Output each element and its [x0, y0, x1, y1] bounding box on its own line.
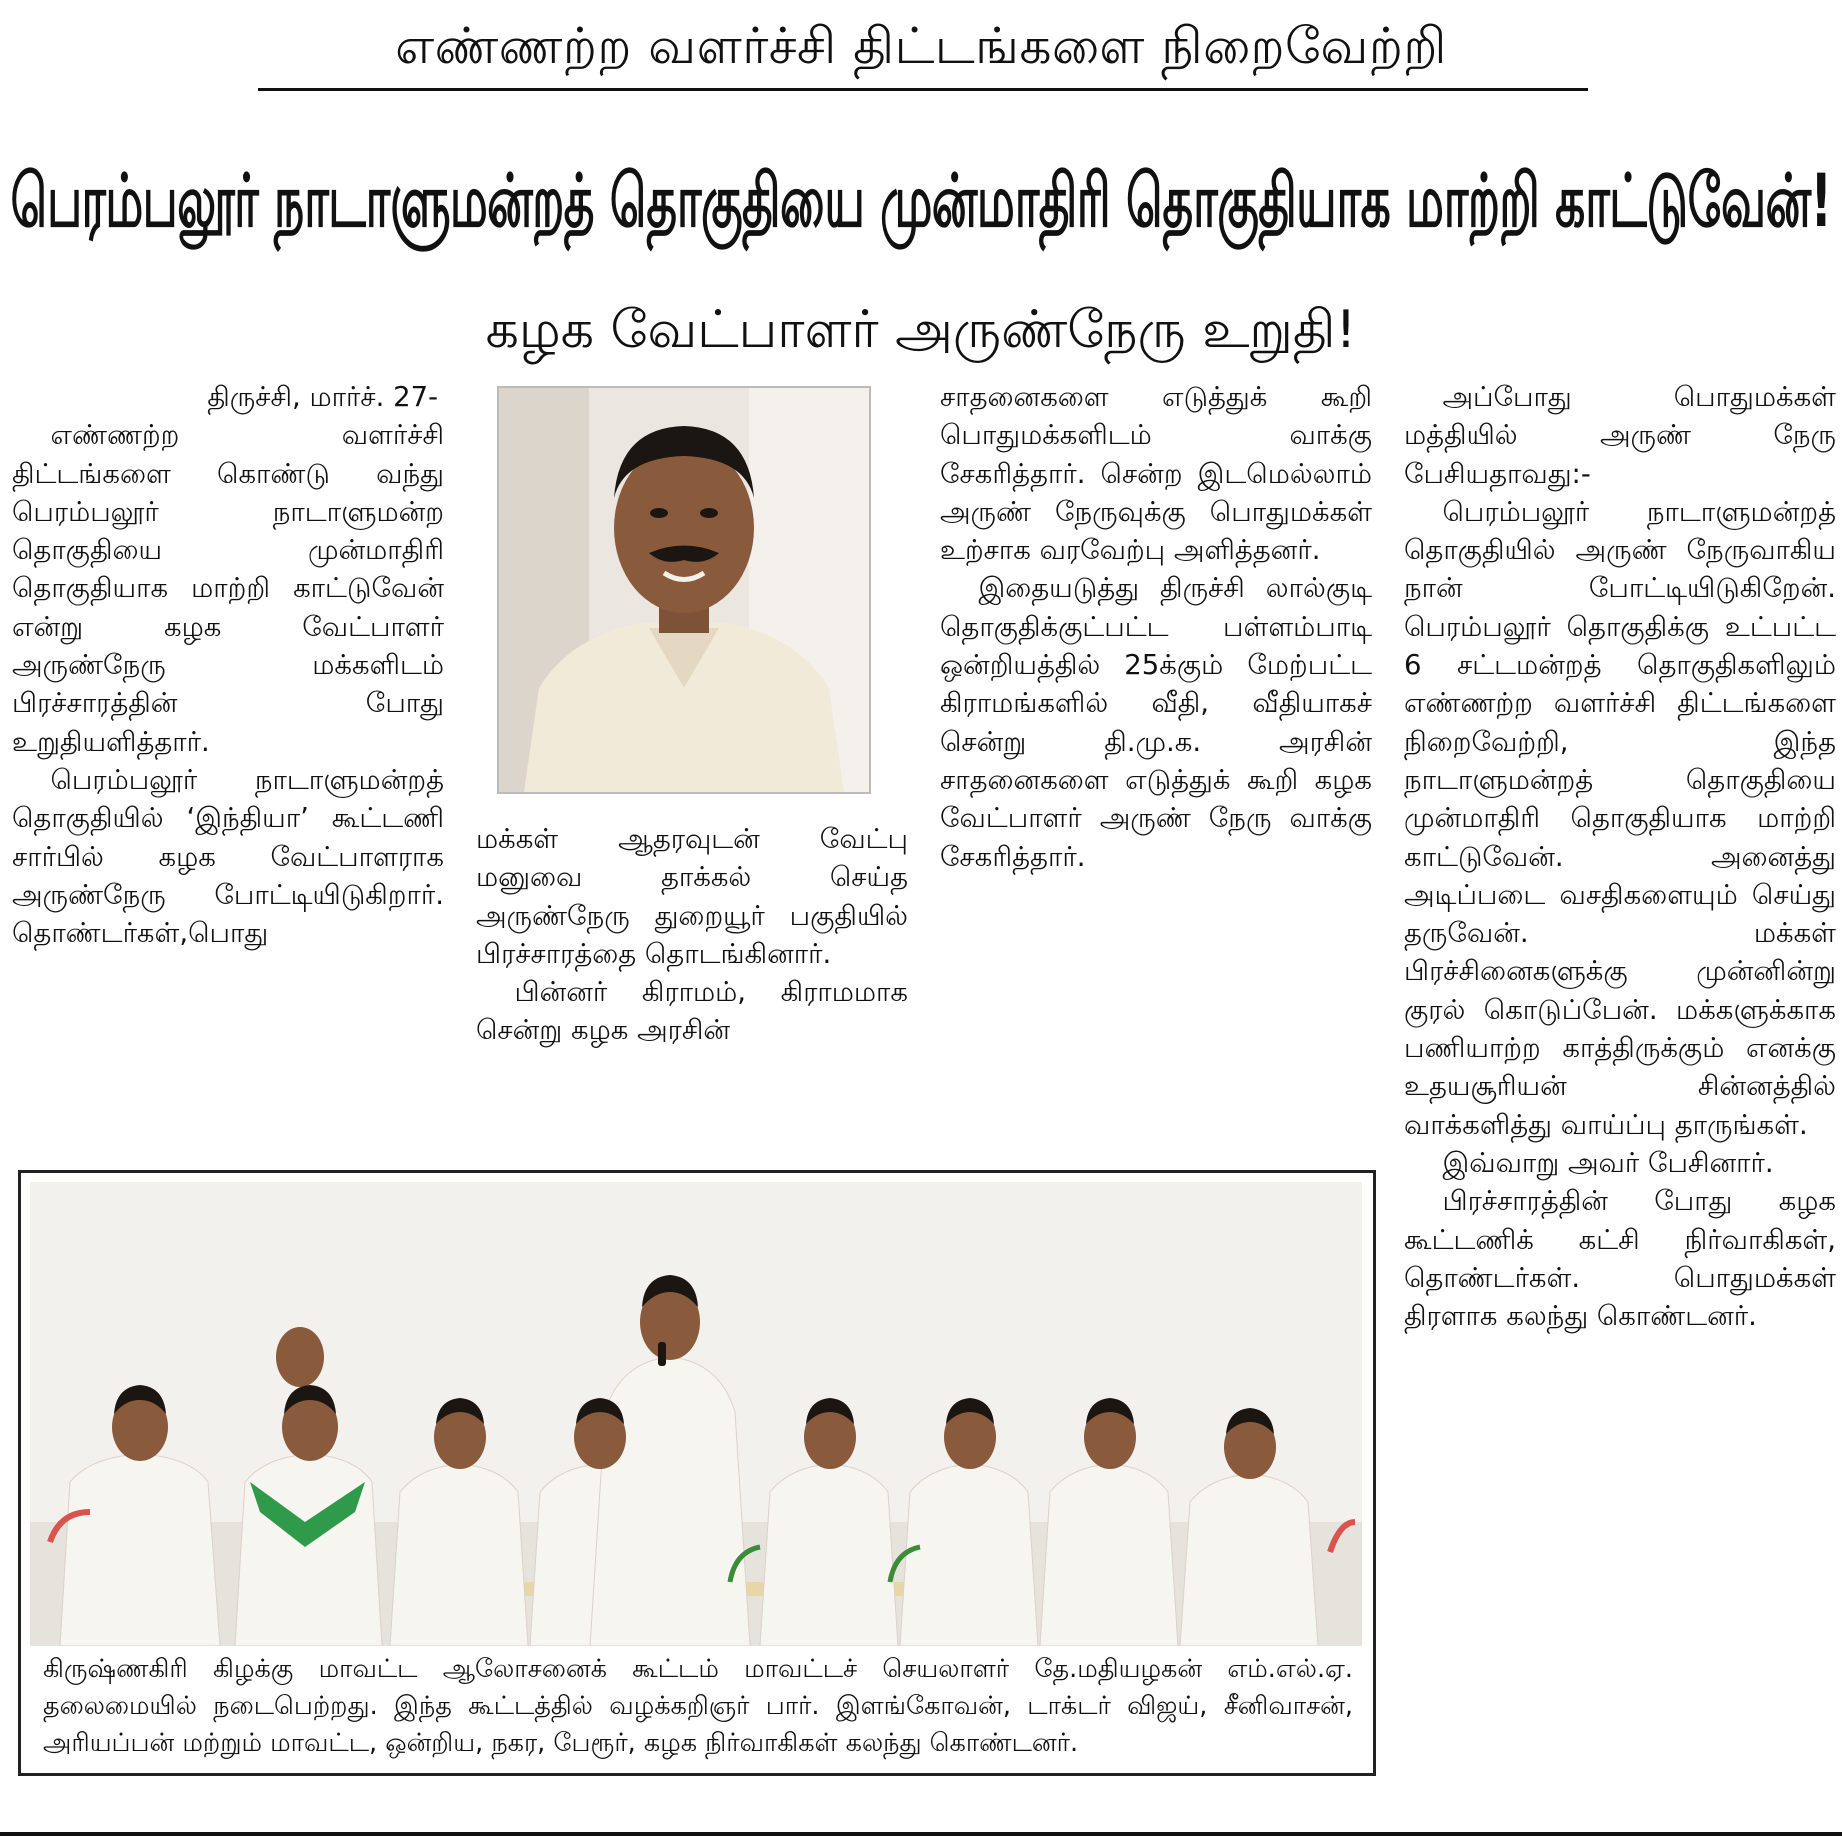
- candidate-portrait-photo: [497, 386, 871, 794]
- paragraph: சாதனைகளை எடுத்துக் கூறி பொதுமக்களிடம் வாக்கு சேகரித்தார். சென்ற இடமெல்லாம் அருண் நேருவுக்கு பொதுமக்கள் உற்சாக வரவேற்பு அளித்தனர்.: [940, 381, 1372, 567]
- paragraph: பெரம்பலூர் நாடாளுமன்றத் தொகுதியில் அருண் நேருவாகிய நான் போட்டியிடுகிறேன். பெரம்பலூர் தொகுதிக்கு உட்பட்ட 6 சட்டமன்றத் தொகுதிகளிலும் எண்ணற்ற வளர்ச்சி திட்டங்களை நிறைவேற்றி, இந்த நாடாளுமன்றத் தொகுதியை முன்மாதிரி தொகுதியாக மாற்றி காட்டுவேன். அனைத்து அடிப்படை வசதிகளையும் செய்து தருவேன். மக்கள் பிரச்சினைகளுக்கு முன்னின்று குரல் கொடுப்பேன். மக்களுக்காக பணியாற்ற காத்திருக்கும் எனக்கு உதயசூரியன் சின்னத்தில் வாக்களித்து வாய்ப்பு தாருங்கள்.: [1404, 495, 1836, 1141]
- main-headline: பெரம்பலூர் நாடாளுமன்றத் தொகுதியை முன்மாதிரி தொகுதியாக மாற்றி காட்டுவேன்!: [10, 159, 1832, 245]
- subheadline: கழக வேட்பாளர் அருண்நேரு உறுதி!: [485, 300, 1357, 360]
- paragraph: பின்னர் கிராமம், கிராமமாக சென்று கழக அரசின்: [476, 976, 908, 1047]
- paragraph: எண்ணற்ற வளர்ச்சி திட்டங்களை கொண்டு வந்து பெரம்பலூர் நாடாளுமன்ற தொகுதியை முன்மாதிரி தொகுதியாக மாற்றி காட்டுவேன் என்று கழக வேட்பாளர் அருண்நேரு மக்களிடம் பிரச்சாரத்தின் போது உறுதியளித்தார்.: [12, 419, 444, 758]
- article-column-2: [476, 820, 908, 1050]
- bottom-rule: [0, 1832, 1842, 1836]
- dateline: திருச்சி, மார்ச். 27-: [207, 381, 438, 413]
- paragraph: பிரச்சாரத்தின் போது கழக கூட்டணிக் கட்சி நிர்வாகிகள், தொண்டர்கள். பொதுமக்கள் திரளாக கலந்து கொண்டனர்.: [1404, 1185, 1836, 1333]
- group-photo-box: [18, 1170, 1376, 1776]
- article-column-1: [12, 378, 444, 952]
- kicker-headline: எண்ணற்ற வளர்ச்சி திட்டங்களை நிறைவேற்றி: [395, 17, 1447, 75]
- paragraph: அப்போது பொதுமக்கள் மத்தியில் அருண் நேரு பேசியதாவது:-: [1404, 381, 1836, 490]
- paragraph: மக்கள் ஆதரவுடன் வேட்பு மனுவை தாக்கல் செய்த அருண்நேரு துறையூர் பகுதியில் பிரச்சாரத்தை தொடங்கினார்.: [476, 823, 908, 970]
- paragraph: பெரம்பலூர் நாடாளுமன்றத் தொகுதியில் ‘இந்தியா’ கூட்டணி சார்பில் கழக வேட்பாளராக அருண்நேரு போட்டியிடுகிறார். தொண்டர்கள்,பொது: [12, 763, 444, 950]
- photo-caption: கிருஷ்ணகிரி கிழக்கு மாவட்ட ஆலோசனைக் கூட்டம் மாவட்டச் செயலாளர் தே.மதியழகன் எம்.எல்.ஏ. தலைமையில் நடைபெற்றது. இந்த கூட்டத்தில் வழக்கறிஞர் பார். இளங்கோவன், டாக்டர் விஜய், சீனிவாசன், அரியப்பன் மற்றும் மாவட்ட, ஒன்றிய, நகர, பேரூர், கழக நிர்வாகிகள் கலந்து கொண்டனர்.: [43, 1654, 1353, 1758]
- meeting-group-photo: [30, 1182, 1362, 1646]
- portrait-illustration: [499, 388, 869, 792]
- meeting-illustration: [30, 1182, 1362, 1646]
- paragraph: இவ்வாறு அவர் பேசினார்.: [1442, 1146, 1774, 1179]
- article-column-4: [1404, 378, 1836, 1335]
- paragraph: இதையடுத்து திருச்சி லால்குடி தொகுதிக்குட்பட்ட பள்ளம்பாடி ஒன்றியத்தில் 25க்கும் மேற்பட்ட கிராமங்களில் வீதி, வீதியாகச் சென்று தி.மு.க. அரசின் சாதனைகளை எடுத்துக் கூறி கழக வேட்பாளர் அருண் நேரு வாக்கு சேகரித்தார்.: [940, 572, 1372, 873]
- article-column-3: [940, 378, 1372, 876]
- kicker-underline: [258, 88, 1588, 91]
